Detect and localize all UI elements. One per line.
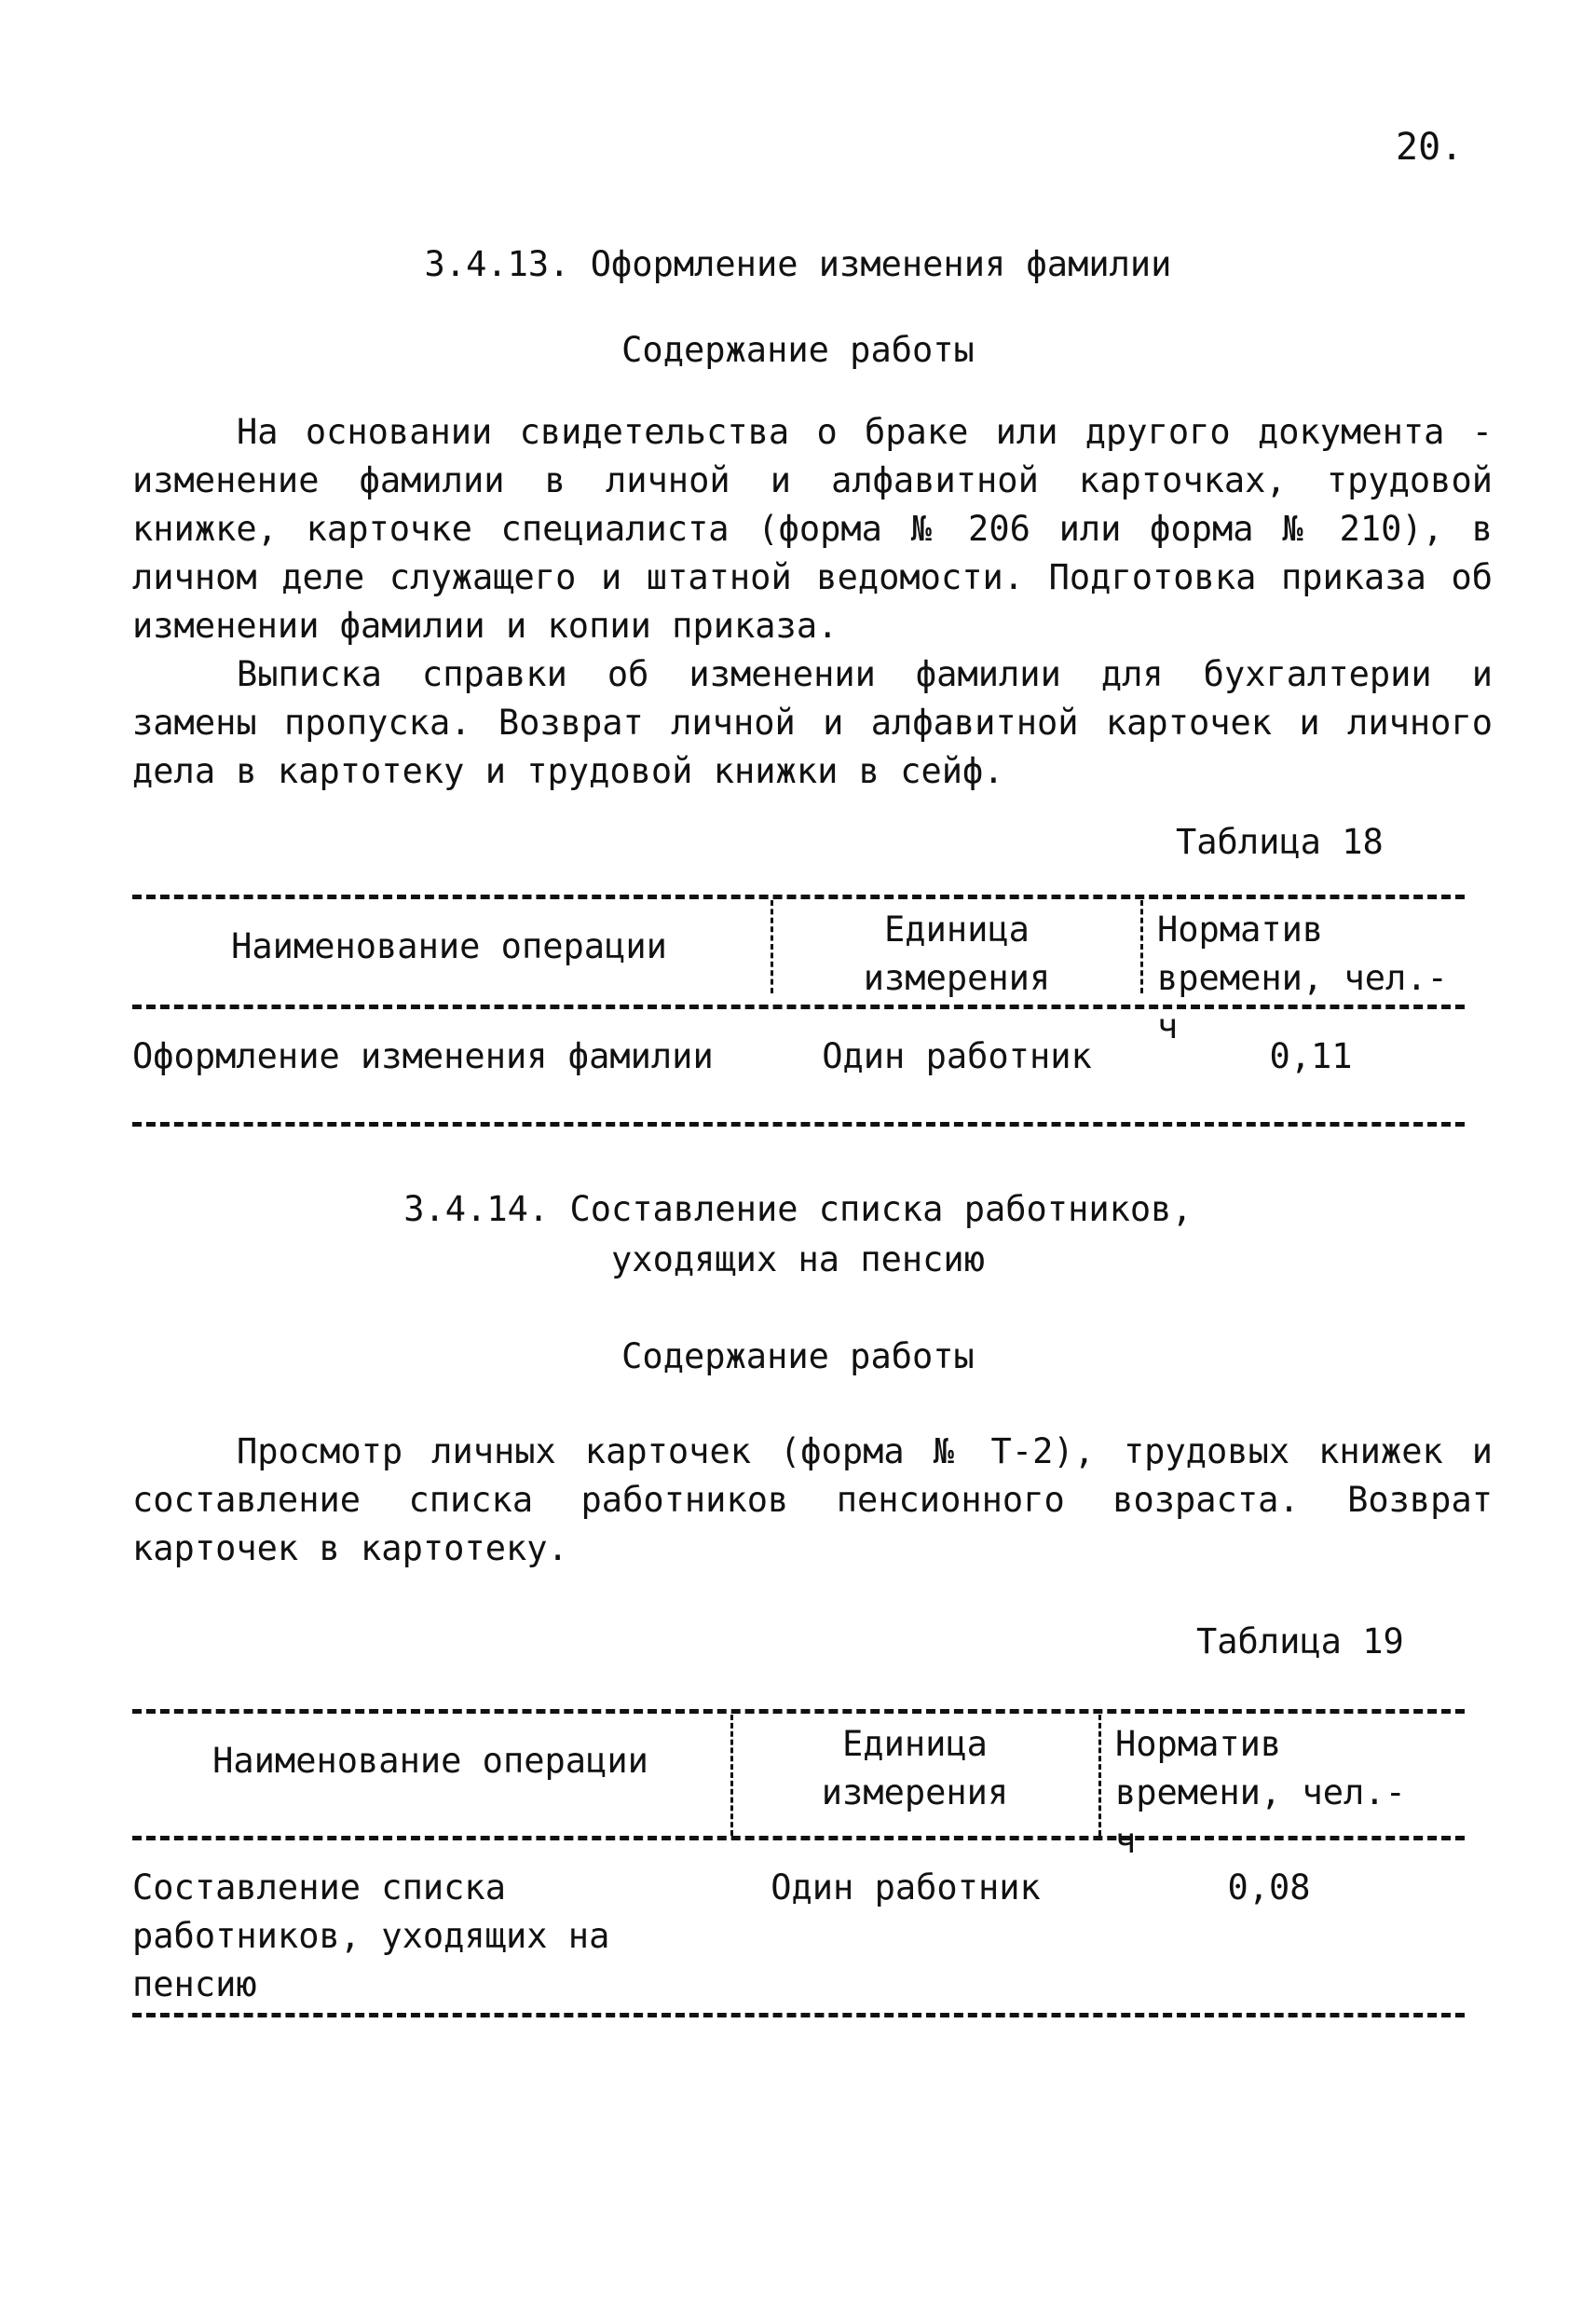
section-subtitle: Содержание работы <box>621 330 975 370</box>
column-header: Единица измерения <box>821 1724 1009 1812</box>
paragraph: Выписка справки об изменении фамилии для бухгалтерии и замены пропуска. Возврат личной и алфавитной карточек и личного дела в картотеку и трудовой книжки в сейф. <box>132 654 1493 791</box>
section-title: уходящих на пенсию <box>611 1239 985 1279</box>
table-cell: 0,08 <box>1227 1867 1311 1908</box>
table-rule <box>132 2013 1465 2017</box>
section-subtitle: Содержание работы <box>621 1336 975 1376</box>
table-rule <box>132 895 1465 899</box>
table-18 <box>132 895 1465 1076</box>
section-body <box>132 1428 1493 1573</box>
table-rule <box>132 1005 1465 1009</box>
column-divider <box>1140 900 1143 993</box>
column-divider <box>730 1715 733 1836</box>
section-title: 3.4.14. Составление списка работников, <box>403 1189 1193 1229</box>
paragraph: На основании свидетельства о браке или другого документа - изменение фамилии в личной и алфавитной карточках, трудовой книжке, карточке специалиста (форма № 206 или форма № 210), в личном деле служащего и штатной ведомости. Подготовка приказа об изменении фамилии и копии приказа. <box>132 412 1493 646</box>
table-rule <box>132 1709 1465 1714</box>
column-header: Наименование операции <box>212 1741 648 1781</box>
table-rule <box>132 1836 1465 1840</box>
table-19 <box>132 1709 1465 2004</box>
paragraph: Просмотр личных карточек (форма № Т-2), трудовых книжек и составление списка работников пенсионного возраста. Возврат карточек в картотеку. <box>132 1431 1493 1568</box>
table-cell: Один работник <box>771 1867 1041 1908</box>
table-cell: Составление списка работников, уходящих на пенсию <box>132 1867 610 2004</box>
table-cell: 0,11 <box>1269 1036 1353 1076</box>
table-cell: Один работник <box>822 1036 1092 1076</box>
column-divider <box>1098 1715 1101 1836</box>
section-title: 3.4.13. Оформление изменения фамилии <box>424 244 1172 284</box>
table-rule <box>132 1122 1465 1127</box>
column-header: Единица измерения <box>863 909 1051 998</box>
table-label: Таблица 19 <box>1196 1621 1404 1661</box>
column-header: Наименование операции <box>231 926 667 966</box>
table-label: Таблица 18 <box>1176 822 1384 862</box>
column-header: Норматив времени, чел.-ч <box>1115 1724 1406 1861</box>
column-header: Норматив времени, чел.-ч <box>1157 909 1448 1046</box>
section-body <box>132 408 1493 796</box>
table-cell: Оформление изменения фамилии <box>132 1036 714 1076</box>
column-divider <box>771 900 773 993</box>
page-number: 20. <box>1396 126 1464 169</box>
